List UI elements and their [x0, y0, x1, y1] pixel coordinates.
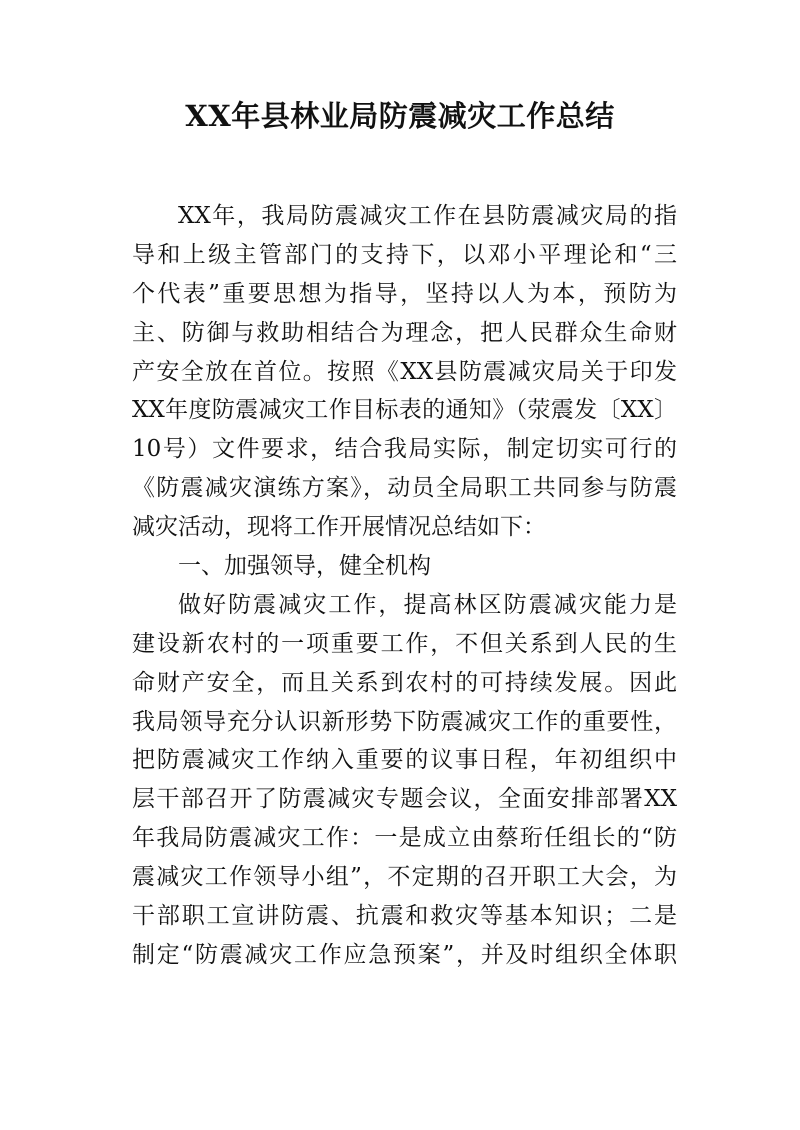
paragraph-line: 震减灾工作领导小组”，不定期的召开职工大会，为	[132, 864, 677, 891]
paragraph-line: 制定“防震减灾工作应急预案”，并及时组织全体职	[132, 941, 677, 968]
paragraph-line: XX年，我局防震减灾工作在县防震减灾局的指	[178, 203, 677, 229]
section-heading: 一、加强领导，健全机构	[178, 553, 431, 580]
paragraph-line: 个代表”重要思想为指导，坚持以人为本，预防为	[132, 280, 677, 307]
paragraph-line: 我局领导充分认识新形势下防震减灾工作的重要性，	[132, 708, 677, 735]
paragraph-line: 导和上级主管部门的支持下，以邓小平理论和“三	[132, 241, 677, 268]
paragraph-line: 命财产安全，而且关系到农村的可持续发展。因此	[132, 669, 677, 696]
paragraph-line: 减灾活动，现将工作开展情况总结如下：	[132, 514, 546, 541]
paragraph-line: 《防震减灾演练方案》，动员全局职工共同参与防震	[132, 475, 677, 502]
paragraph-line: 把防震减灾工作纳入重要的议事日程，年初组织中	[132, 747, 677, 774]
paragraph-line: 做好防震减灾工作，提高林区防震减灾能力是	[178, 591, 677, 618]
paragraph-line: 年我局防震减灾工作：一是成立由蔡珩任组长的“防	[132, 825, 677, 852]
document-body	[132, 197, 677, 975]
paragraph-line: 主、防御与救助相结合为理念，把人民群众生命财	[132, 319, 677, 346]
paragraph-line: 建设新农村的一项重要工作，不但关系到人民的生	[132, 630, 677, 657]
paragraph-line: 10号）文件要求，结合我局实际，制定切实可行的	[132, 436, 677, 463]
paragraph-line: 干部职工宣讲防震、抗震和救灾等基本知识；二是	[132, 903, 677, 930]
paragraph-line: 层干部召开了防震减灾专题会议，全面安排部署XX	[132, 786, 677, 813]
paragraph-line: 产安全放在首位。按照《XX县防震减灾局关于印发	[132, 358, 677, 385]
paragraph-line: XX年度防震减灾工作目标表的通知》（荥震发〔XX〕	[132, 397, 677, 424]
document-title: XX年县林业局防震减灾工作总结	[185, 99, 615, 133]
